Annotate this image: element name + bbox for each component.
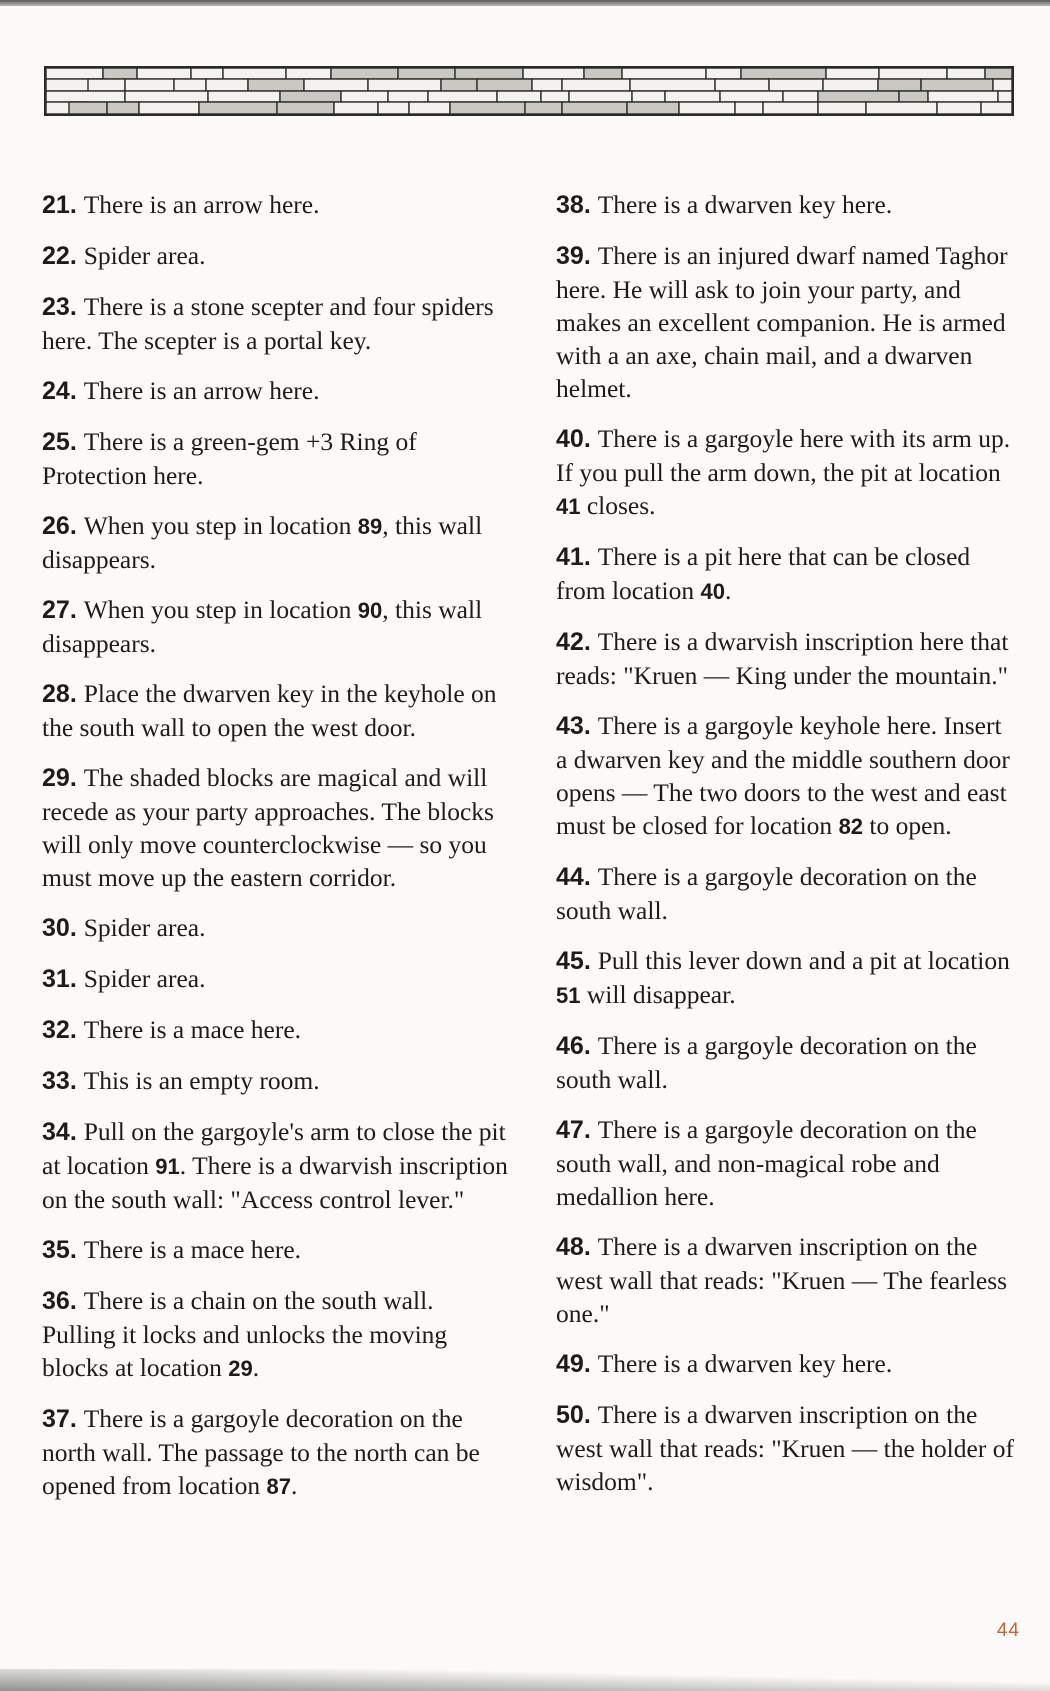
location-number: 28	[42, 680, 70, 708]
left-column	[42, 188, 512, 1520]
entry-text: There is an arrow here.	[83, 190, 320, 219]
entry-text: There is a dwarvish inscription here that reads: "Kruen — King under the mountain."	[556, 627, 1009, 690]
location-number: 27	[42, 596, 70, 624]
location-entry-44: 44. There is a gargoyle decoration on the south wall.	[556, 862, 977, 925]
location-entry-33: 33. This is an empty room.	[42, 1066, 320, 1095]
location-number: 43	[556, 712, 584, 740]
location-entry-50: 50. There is a dwarven inscription on the west wall that reads: "Kruen — the holder of wisdom".	[556, 1400, 1014, 1496]
location-entry-38: 38. There is a dwarven key here.	[556, 190, 893, 219]
location-number: 48	[556, 1233, 584, 1261]
location-entry-23: 23. There is a stone scepter and four spiders here. The scepter is a portal key.	[42, 292, 494, 355]
location-entry-49: 49. There is a dwarven key here.	[556, 1349, 893, 1378]
location-number: 45	[556, 947, 584, 975]
location-number: 42	[556, 628, 584, 656]
location-number: 35	[42, 1236, 70, 1264]
entry-text: Spider area.	[83, 241, 206, 270]
location-number: 33	[42, 1067, 70, 1095]
brick-wall-pattern	[46, 68, 1012, 114]
location-entry-36: 36. There is a chain on the south wall. Pulling it locks and unlocks the moving blocks at location 29.	[42, 1286, 448, 1382]
location-entry-45: 45. Pull this lever down and a pit at location 51 will disappear.	[556, 946, 1010, 1009]
location-reference: 40	[700, 579, 725, 604]
location-reference: 87	[266, 1474, 291, 1499]
entry-text: There is a dwarven inscription on the west wall that reads: "Kruen — the holder of wisdom".	[556, 1400, 1014, 1496]
entry-text: Place the dwarven key in the keyhole on the south wall to open the west door.	[42, 679, 497, 742]
location-reference: 41	[556, 494, 581, 519]
location-number: 31	[42, 965, 70, 993]
bottom-edge-shadow	[0, 1669, 1050, 1691]
location-number: 36	[42, 1287, 70, 1315]
entry-text: , this wall disappears.	[42, 511, 483, 574]
location-number: 49	[556, 1350, 584, 1378]
location-entry-27: 27. When you step in location 90, this wall disappears.	[42, 595, 483, 658]
entry-text: When you step in location	[83, 595, 358, 624]
entry-text: This is an empty room.	[83, 1066, 320, 1095]
location-number: 41	[556, 543, 584, 571]
entry-text: Spider area.	[83, 913, 206, 942]
location-number: 30	[42, 914, 70, 942]
entry-text: , this wall disappears.	[42, 595, 483, 658]
entry-text: There is a green-gem +3 Ring of Protection here.	[42, 427, 417, 490]
location-entry-24: 24. There is an arrow here.	[42, 376, 320, 405]
entry-text: There is a dwarven inscription on the west wall that reads: "Kruen — The fearless one."	[556, 1232, 1008, 1328]
location-entry-46: 46. There is a gargoyle decoration on the south wall.	[556, 1031, 977, 1094]
location-number: 34	[42, 1118, 70, 1146]
stone-block-banner	[44, 66, 1014, 116]
entry-text: .	[252, 1353, 260, 1382]
location-number: 22	[42, 242, 70, 270]
location-entry-42: 42. There is a dwarvish inscription here that reads: "Kruen — King under the mountain."	[556, 627, 1009, 690]
location-reference: 89	[357, 514, 383, 539]
location-number: 24	[42, 377, 70, 405]
location-reference: 82	[838, 814, 864, 839]
entry-text: There is a gargoyle keyhole here. Insert a dwarven key and the middle southern door opens — The two doors to the west and east must be closed for location	[556, 711, 1010, 840]
location-entry-43: 43. There is a gargoyle keyhole here. Insert a dwarven key and the middle southern door opens — The two doors to the west and east must be closed for location 82 to open.	[556, 711, 1010, 840]
location-entry-34: 34. Pull on the gargoyle's arm to close the pit at location 91. There is a dwarvish inscription on the south wall: "Access control lever."	[42, 1117, 508, 1214]
top-edge-rule	[0, 0, 1050, 6]
location-number: 26	[42, 512, 70, 540]
entry-text: .	[290, 1471, 298, 1500]
location-entry-26: 26. When you step in location 89, this wall disappears.	[42, 511, 483, 574]
entry-text: There is an arrow here.	[83, 376, 320, 405]
location-entry-40: 40. There is a gargoyle here with its arm up. If you pull the arm down, the pit at location 41 closes.	[556, 424, 1011, 520]
location-number: 32	[42, 1016, 70, 1044]
entry-text: to open.	[863, 811, 952, 840]
entry-text: When you step in location	[83, 511, 358, 540]
entry-text: There is a dwarven key here.	[597, 1349, 893, 1378]
entry-text: There is a gargoyle decoration on the north wall. The passage to the north can be opened from location	[42, 1404, 480, 1500]
location-entry-48: 48. There is a dwarven inscription on the west wall that reads: "Kruen — The fearless one."	[556, 1232, 1008, 1328]
location-entry-28: 28. Place the dwarven key in the keyhole on the south wall to open the west door.	[42, 679, 497, 742]
location-reference: 29	[228, 1356, 253, 1381]
page-number: 44	[996, 1620, 1020, 1641]
entry-text: Pull on the gargoyle's arm to close the pit at location	[42, 1117, 506, 1180]
location-entry-41: 41. There is a pit here that can be closed from location 40.	[556, 542, 971, 605]
location-number: 23	[42, 293, 70, 321]
location-entry-47: 47. There is a gargoyle decoration on the south wall, and non-magical robe and medallion here.	[556, 1115, 977, 1211]
location-number: 40	[556, 425, 584, 453]
location-number: 39	[556, 242, 584, 270]
location-number: 47	[556, 1116, 584, 1144]
location-number: 37	[42, 1405, 70, 1433]
entry-text: .	[724, 576, 732, 605]
location-number: 50	[556, 1401, 584, 1429]
entry-text: There is an injured dwarf named Taghor here. He will ask to join your party, and makes an excellent companion. He is armed with a an axe, chain mail, and a dwarven helmet.	[556, 241, 1008, 403]
entry-text: will disappear.	[580, 980, 736, 1009]
entry-text: closes.	[580, 491, 656, 520]
entry-text: The shaded blocks are magical and will recede as your party approaches. The blocks will only move counterclockwise — so you must move up the eastern corridor.	[42, 763, 494, 892]
entry-text: There is a gargoyle decoration on the south wall.	[556, 1031, 977, 1094]
location-entry-31: 31. Spider area.	[42, 964, 206, 993]
location-reference: 90	[357, 598, 383, 623]
location-number: 21	[42, 191, 70, 219]
location-entry-35: 35. There is a mace here.	[42, 1235, 302, 1264]
location-entry-32: 32. There is a mace here.	[42, 1015, 302, 1044]
right-column	[556, 188, 1016, 1515]
entry-text: Spider area.	[83, 964, 206, 993]
location-number: 38	[556, 191, 584, 219]
entry-text: There is a gargoyle decoration on the south wall, and non-magical robe and medallion here.	[556, 1115, 977, 1211]
entry-text: There is a pit here that can be closed from location	[556, 542, 971, 605]
entry-text: There is a mace here.	[83, 1015, 302, 1044]
location-number: 29	[42, 764, 70, 792]
location-reference: 91	[155, 1154, 180, 1179]
location-entry-37: 37. There is a gargoyle decoration on the north wall. The passage to the north can be opened from location 87.	[42, 1404, 480, 1500]
entry-text: There is a mace here.	[83, 1235, 302, 1264]
location-entry-25: 25. There is a green-gem +3 Ring of Protection here.	[42, 427, 417, 490]
entry-text: There is a dwarven key here.	[597, 190, 893, 219]
location-entry-22: 22. Spider area.	[42, 241, 206, 270]
location-number: 44	[556, 863, 584, 891]
entry-text: There is a gargoyle here with its arm up. If you pull the arm down, the pit at location	[556, 424, 1011, 487]
entry-text: . There is a dwarvish inscription on the south wall: "Access control lever."	[42, 1151, 508, 1214]
entry-text: Pull this lever down and a pit at location	[597, 946, 1010, 975]
entry-text: There is a stone scepter and four spiders here. The scepter is a portal key.	[42, 292, 494, 355]
location-entry-29: 29. The shaded blocks are magical and will recede as your party approaches. The blocks will only move counterclockwise — so you must move up the eastern corridor.	[42, 763, 494, 892]
location-reference: 51	[556, 983, 581, 1008]
location-entry-21: 21. There is an arrow here.	[42, 190, 320, 219]
location-number: 25	[42, 428, 70, 456]
location-number: 46	[556, 1032, 584, 1060]
entry-text: There is a gargoyle decoration on the south wall.	[556, 862, 977, 925]
location-entry-39: 39. There is an injured dwarf named Taghor here. He will ask to join your party, and makes an excellent companion. He is armed with a an axe, chain mail, and a dwarven helmet.	[556, 241, 1008, 403]
location-entry-30: 30. Spider area.	[42, 913, 206, 942]
entry-text: There is a chain on the south wall. Pulling it locks and unlocks the moving blocks at location	[42, 1286, 448, 1382]
